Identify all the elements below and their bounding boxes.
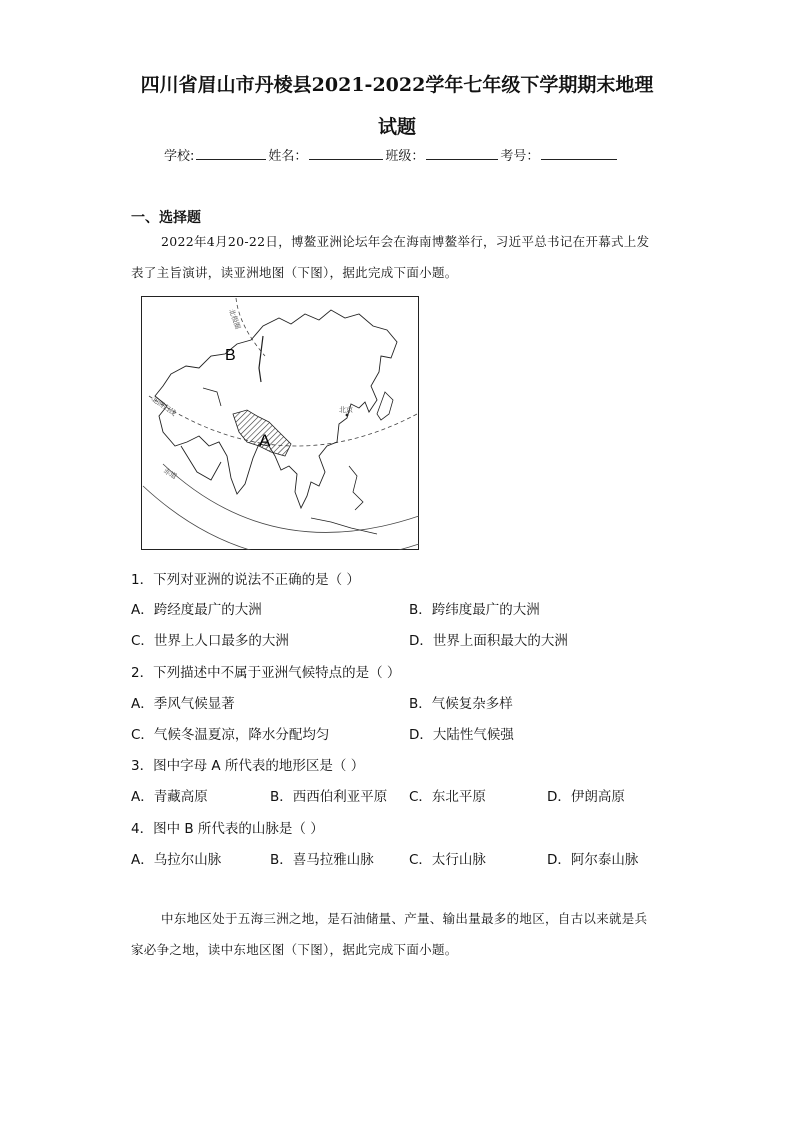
label-beijing: 北京: [339, 406, 353, 414]
exam-no-label: 考号：: [500, 149, 540, 164]
name-label: 姓名：: [268, 149, 308, 164]
q2-option-a[interactable]: A．季风气候显著: [131, 696, 235, 712]
q3-option-d[interactable]: D．伊朗高原: [547, 789, 625, 805]
q4-option-b[interactable]: B．喜马拉雅山脉: [270, 852, 374, 868]
beijing-dot: [346, 414, 349, 417]
asia-map: [141, 296, 419, 550]
question-4: 4．图中 B 所代表的山脉是（ ）: [131, 821, 324, 837]
passage-asia: 2022年4月20-22日，博鳌亚洲论坛年会在海南博鳌举行，习近平总书记在开幕式上发表了主旨演讲，读亚洲地图（下图），据此完成下面小题。: [131, 234, 650, 280]
q4-option-c[interactable]: C．太行山脉: [409, 852, 486, 868]
question-3: 3．图中字母 A 所代表的地形区是（ ）: [131, 758, 365, 774]
q3-option-a[interactable]: A．青藏高原: [131, 789, 208, 805]
q3-option-b[interactable]: B．西西伯利亚平原: [270, 789, 388, 805]
school-label: 学校:: [164, 149, 195, 164]
q4-option-d[interactable]: D．阿尔泰山脉: [547, 852, 639, 868]
q4-option-a[interactable]: A．乌拉尔山脉: [131, 852, 222, 868]
q1-option-b[interactable]: B．跨纬度最广的大洲: [409, 602, 540, 618]
student-info-line: [164, 145, 619, 164]
label-a: A: [259, 431, 271, 450]
label-arctic-circle: 北极圈: [227, 307, 242, 331]
section-heading: 一、选择题: [131, 210, 201, 226]
passage-middle-east: 中东地区处于五海三洲之地，是石油储量、产量、输出量最多的地区，自古以来就是兵家必争之地，读中东地区图（下图），据此完成下面小题。: [131, 911, 648, 957]
page-title-continued: 试题: [377, 116, 416, 138]
label-b: B: [225, 347, 236, 364]
q1-option-c[interactable]: C．世界上人口最多的大洲: [131, 633, 289, 649]
q2-option-d[interactable]: D．大陆性气候强: [409, 727, 514, 743]
page-title: 四川省眉山市丹棱县2021-2022学年七年级下学期期末地理: [140, 74, 654, 96]
class-blank[interactable]: [426, 145, 498, 160]
q2-option-c[interactable]: C．气候冬温夏凉，降水分配均匀: [131, 727, 330, 743]
label-equator: 赤道: [162, 466, 179, 481]
class-label: 班级：: [385, 149, 425, 164]
q1-option-d[interactable]: D．世界上面积最大的大洲: [409, 633, 568, 649]
q2-option-b[interactable]: B．气候复杂多样: [409, 696, 513, 712]
label-tropic: 北回归线: [149, 395, 178, 418]
q3-option-c[interactable]: C．东北平原: [409, 789, 486, 805]
question-1: 1．下列对亚洲的说法不正确的是（ ）: [131, 572, 360, 588]
question-2: 2．下列描述中不属于亚洲气候特点的是（ ）: [131, 665, 401, 681]
name-blank[interactable]: [309, 145, 383, 160]
school-blank[interactable]: [196, 145, 266, 160]
exam-no-blank[interactable]: [541, 145, 617, 160]
q1-option-a[interactable]: A．跨经度最广的大洲: [131, 602, 262, 618]
